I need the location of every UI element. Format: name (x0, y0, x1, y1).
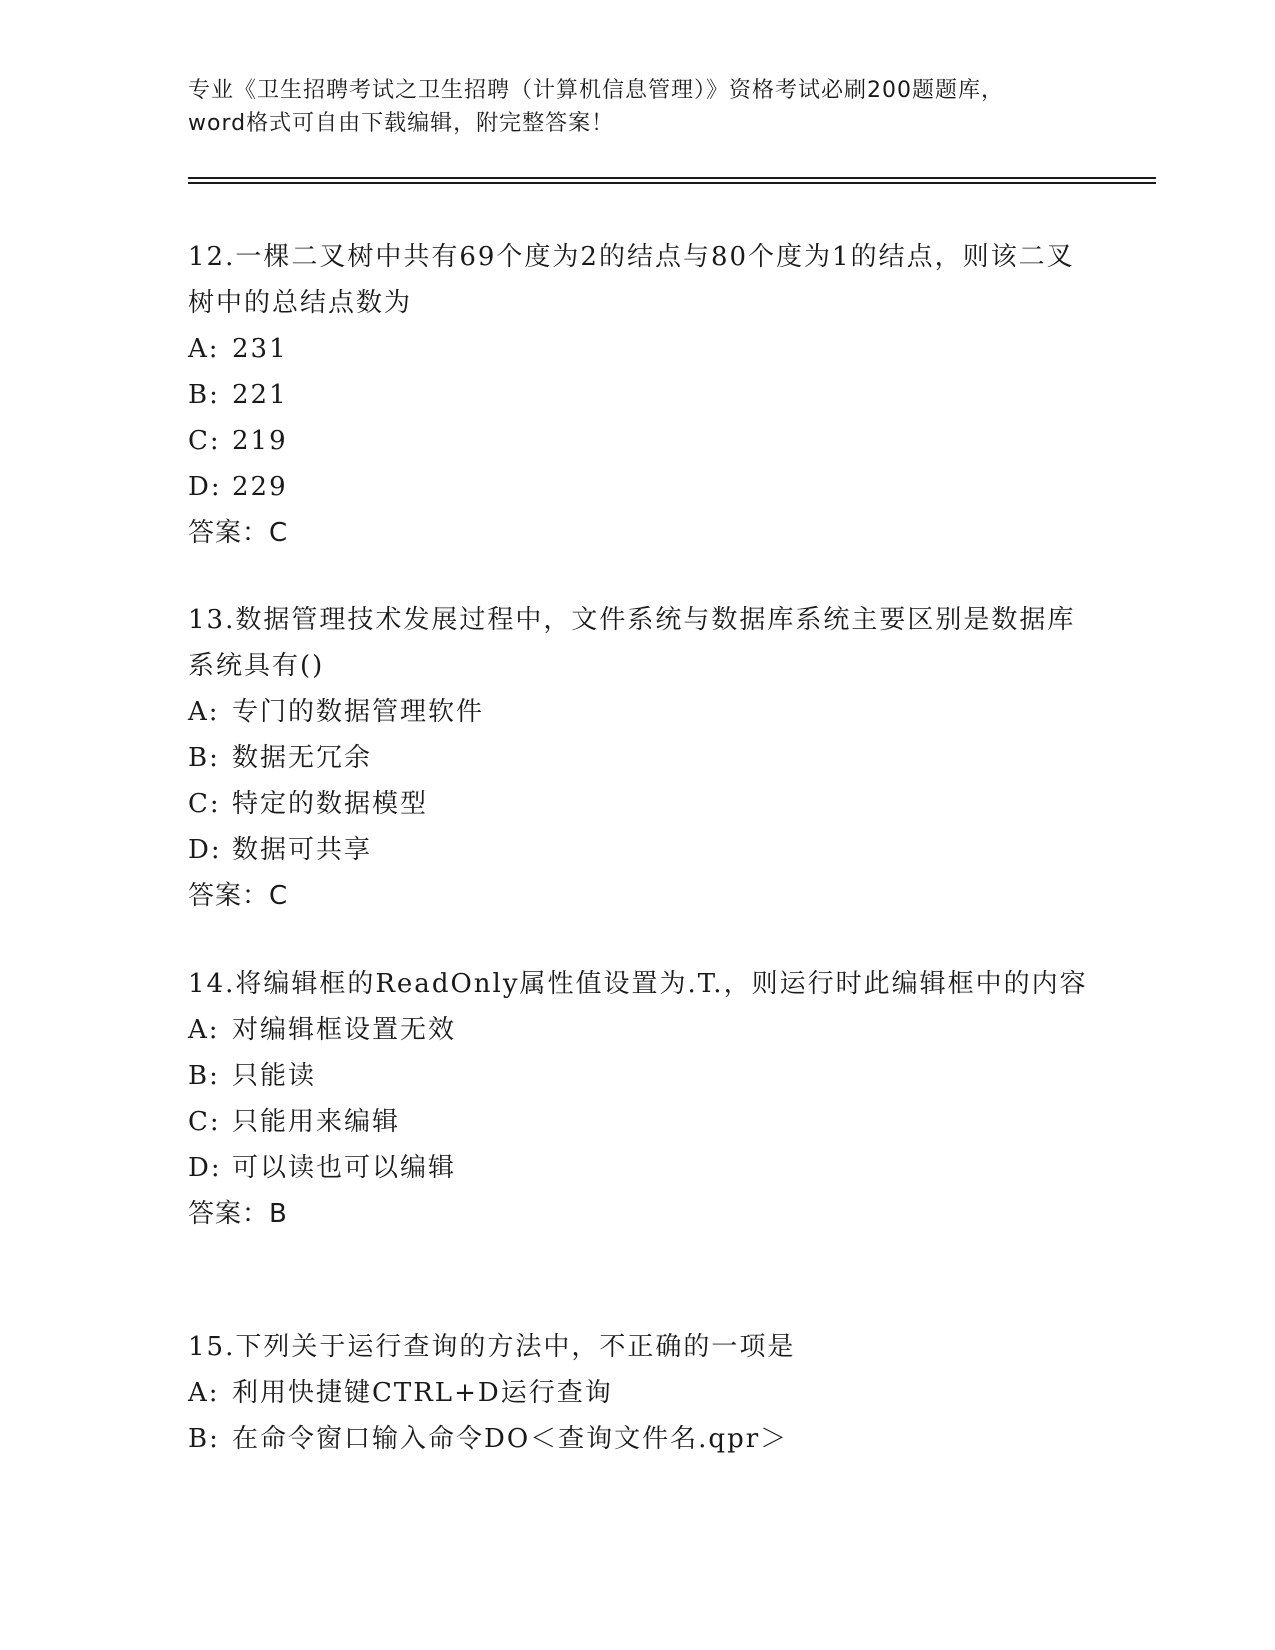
option-key: A: (188, 1015, 220, 1045)
question-stem: 14.将编辑框的ReadOnly属性值设置为.T.，则运行时此编辑框中的内容 (188, 969, 1088, 999)
question-stem: 12.一棵二叉树中共有69个度为2的结点与80个度为1的结点，则该二叉树中的总结点数为 (188, 242, 1075, 318)
option-key: C: (188, 426, 221, 456)
option-key: C: (188, 1107, 221, 1137)
option-d (188, 464, 1088, 510)
option-text: 229 (232, 472, 288, 502)
option-text: 可以读也可以编辑 (232, 1153, 457, 1183)
question-13 (188, 597, 1088, 919)
option-key: A: (188, 1378, 220, 1408)
option-a (188, 689, 1088, 735)
option-key: B: (188, 380, 220, 410)
answer-label: 答案：C (188, 881, 289, 911)
option-key: D: (188, 835, 222, 865)
option-text: 231 (232, 334, 288, 364)
option-text: 特定的数据模型 (232, 789, 429, 819)
option-c (188, 418, 1088, 464)
option-key: D: (188, 472, 222, 502)
header-title-line-2: word格式可自由下载编辑，附完整答案！ (188, 111, 615, 136)
option-text: 数据可共享 (232, 835, 373, 865)
question-stem: 13.数据管理技术发展过程中，文件系统与数据库系统主要区别是数据库系统具有() (188, 605, 1076, 681)
option-key: D: (188, 1153, 222, 1183)
question-12 (188, 234, 1088, 556)
option-key: A: (188, 334, 220, 364)
answer-label: 答案：B (188, 1199, 288, 1229)
option-key: C: (188, 789, 221, 819)
option-text: 在命令窗口输入命令DO＜查询文件名.qpr＞ (232, 1424, 789, 1454)
option-text: 专门的数据管理软件 (232, 697, 485, 727)
question-14 (188, 961, 1088, 1237)
option-d (188, 827, 1088, 873)
option-key: B: (188, 743, 220, 773)
option-text: 利用快捷键CTRL+D运行查询 (232, 1378, 613, 1408)
option-b (188, 372, 1088, 418)
option-key: B: (188, 1061, 220, 1091)
option-text: 数据无冗余 (232, 743, 373, 773)
option-c (188, 1099, 1088, 1145)
option-text: 对编辑框设置无效 (232, 1015, 457, 1045)
option-d (188, 1145, 1088, 1191)
option-b (188, 1053, 1088, 1099)
question-stem: 15.下列关于运行查询的方法中，不正确的一项是 (188, 1332, 796, 1362)
option-a (188, 326, 1088, 372)
header-divider-top (188, 177, 1156, 179)
option-text: 221 (232, 380, 288, 410)
option-c (188, 781, 1088, 827)
document-header (188, 74, 1088, 140)
option-text: 只能用来编辑 (232, 1107, 401, 1137)
header-divider-bottom (188, 182, 1156, 184)
option-a (188, 1007, 1088, 1053)
header-title-line-1: 专业《卫生招聘考试之卫生招聘（计算机信息管理）》资格考试必刷200题题库， (188, 78, 1004, 103)
option-text: 219 (232, 426, 288, 456)
option-key: B: (188, 1424, 220, 1454)
option-text: 只能读 (232, 1061, 317, 1091)
option-a (188, 1370, 1088, 1416)
option-b (188, 735, 1088, 781)
question-15 (188, 1324, 1088, 1462)
option-b (188, 1416, 1088, 1462)
option-key: A: (188, 697, 220, 727)
answer-label: 答案：C (188, 518, 289, 548)
